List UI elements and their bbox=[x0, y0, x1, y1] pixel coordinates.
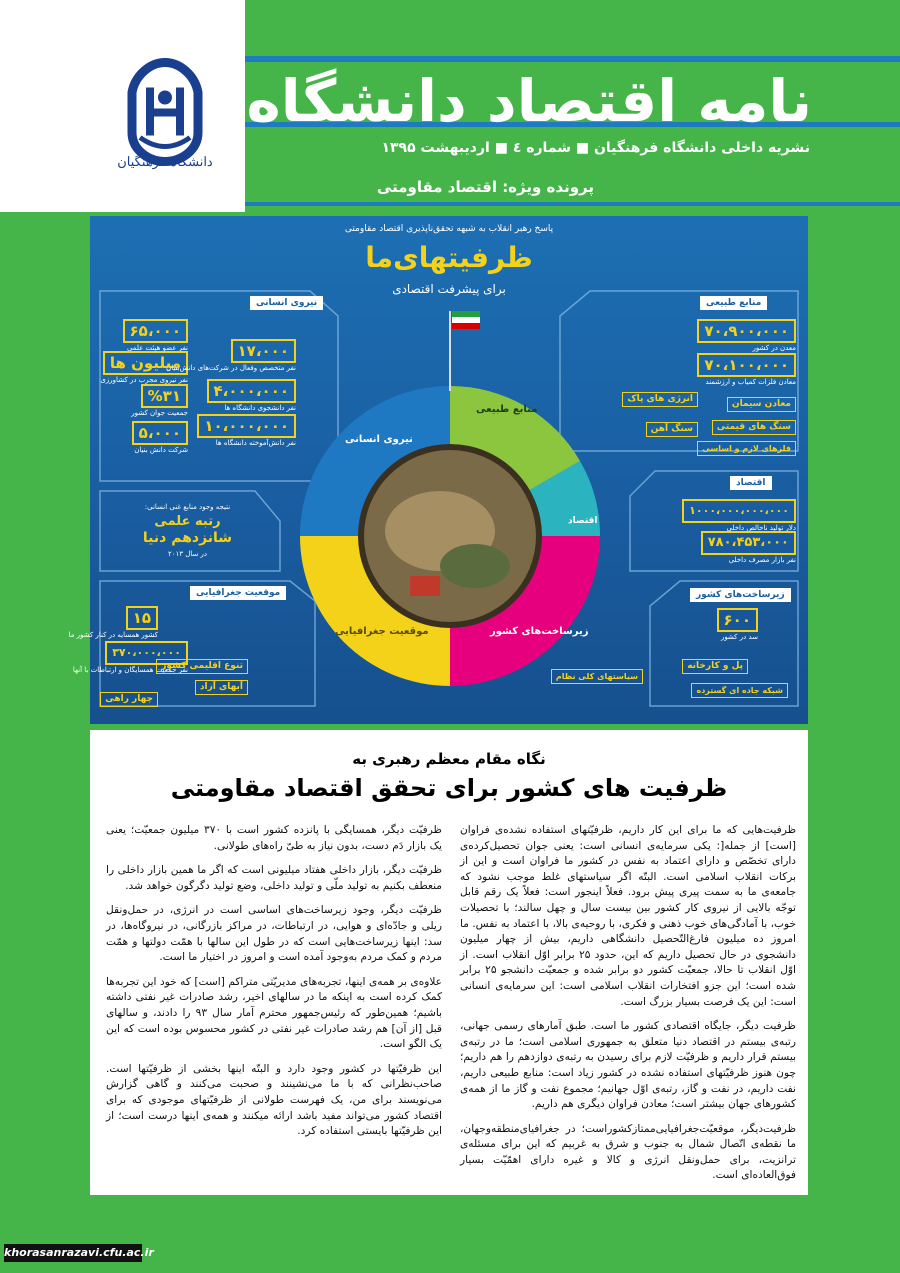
infographic-kicker: پاسخ رهبر انقلاب به شبهه تحقق‌ناپذیری اقتصاد مقاومتی bbox=[344, 224, 554, 234]
stat-human2-2 bbox=[197, 414, 296, 447]
science-kicker: نتیجه وجود منابع غنی انسانی: bbox=[144, 503, 231, 511]
stat-value: ۷۰،۱۰۰،۰۰۰ bbox=[697, 353, 796, 377]
tag-natural-2 bbox=[697, 436, 796, 456]
paragraph: ظرفیت‌دیگر، موقعیّت‌جغرافیایی‌ممتاز‌کشوراست؛ در جغرافیای‌منطقه‌و‌جهان، ما نقطه‌ی اتّصال شمال به جنوب و شرق به غربیم که این برای مسئله‌ی ترانزیت، برای حمل‌ونقل انرژی و کالا و غیره دارای اهمّیّت بسیار فوق‌العاده‌ای است. bbox=[460, 1122, 796, 1182]
stat-caption: سد در کشور bbox=[720, 633, 758, 641]
stat-value: ۶۵،۰۰۰ bbox=[123, 319, 188, 343]
panel-head-human: نیروی انسانی bbox=[250, 296, 323, 310]
stat-natural-1 bbox=[697, 353, 796, 386]
ring-label-infra: زیرساخت‌های کشور bbox=[490, 626, 589, 637]
stat-caption: معادن فلزات کمیاب و ارزشمند bbox=[705, 378, 796, 386]
tag-natural-4 bbox=[646, 416, 698, 437]
paragraph: ظرفیت‌هایی که ما برای این کار داریم، ظرفیّتهای استفاده نشده‌ی فراوان [است] از جمله‌[: یکی سرمایه‌ی انسانی است: یعنی جوان تحصیل‌کرده‌ی دارای تخصّص و دارای اعتماد به نفس در کشور ما فراوان است و این از برکات انقلاب اسلامی است. البتّه اگر سیاستهای غلط موجب نشود که جامعه‌ی ما به سمت پیری پیش برود. فعلاً اینجور است: فعلاً یک رقم قابل توجّه بالایی از نیروی کار کشور بین بیست سال و چهل سالند؛ با تحصیلات خوب، با آمادگی‌های خوب ذهنی و فکری، با روحیه‌ی بالا، با اعتماد به نفس. ما امروز ده میلیون فارغ‌التّحصیل دانشگاهی داریم، بیش از چهار میلیون دانشجوی در حال تحصیل داریم که این، حدود ۲۵ برابر اوّل انقلاب است. از اوّل انقلاب تا حالا، جمعیّت کشور دو برابر شده و جمعیّت دانشجو ۲۵ برابر شده است؛ این جزو افتخارات انقلاب اسلامی است: این سرمایه‌ی انسانی است: این یک فرصت بسیار بزرگ است. bbox=[460, 824, 796, 1008]
panel-head-geo: موقعیت جغرافیایی bbox=[190, 586, 286, 600]
paragraph: ظرفیت دیگر، جایگاه اقتصادی کشور ما است. طبق آمارهای رسمی جهانی، رتبه‌ی بیستم در اقتصاد دنیا متعلق به جمهوری اسلامی است؛ ما در رتبه‌ی بیستم قرار داریم و ظرفیّت لازم برای رسیدن به رتبه‌ی دوازدهم را هم داریم؛ چون هنوز ظرفیّتهای استفاده نشده در کشور زیاد است: منابع طبیعی داریم، نفت داریم، در نفت و گاز، رتبه‌ی اوّل جهانیم؛ مجموع نفت و گاز ما از همه‌ی کشورهای جهان بیشتر است؛ معادن فراوان دیگری هم داریم. bbox=[460, 1020, 796, 1111]
panel-head-economy: اقتصاد bbox=[730, 476, 772, 490]
article-column-left bbox=[106, 823, 442, 1149]
stat-caption: نفر نیروی مجرب در کشاورزی bbox=[100, 376, 188, 384]
tag-geo-1 bbox=[195, 674, 248, 695]
tag-value: آبهای آزاد bbox=[195, 680, 248, 695]
science-rank-value: شانزدهم دنیا bbox=[142, 530, 233, 546]
stat-value: %۳۱ bbox=[141, 384, 188, 408]
tag-value: پل و کارخانه bbox=[682, 659, 748, 674]
paragraph: ظرفیّت دیگر، بازار داخلی هفتاد میلیونی است که اگر ما همین بازار داخلی را منعطف بکنیم به تولید ملّی و تولید داخلی، وضع تولید دگرگون خواهد شد. bbox=[106, 864, 442, 892]
article-kicker: نگاه مقام معظم رهبری به bbox=[352, 750, 546, 768]
header-stripe-top bbox=[245, 56, 900, 62]
stat-caption: نفر عضو هیئت علمی bbox=[126, 344, 188, 352]
stat-geo-0 bbox=[69, 606, 158, 639]
stat-value: ۱۵ bbox=[126, 606, 158, 630]
tag-value: سنگ های قیمتی bbox=[712, 420, 796, 435]
tag-natural-1 bbox=[712, 414, 796, 435]
issue-line: نشریه داخلی دانشگاه فرهنگیان ■ شماره ٤ ■ اردیبهشت ۱۳۹۵ bbox=[381, 140, 810, 156]
article-column-right bbox=[460, 823, 796, 1193]
stat-human-3 bbox=[132, 421, 188, 454]
stat-caption: جمعیت جوان کشور bbox=[131, 409, 188, 417]
stat-value: ۴،۰۰۰،۰۰۰ bbox=[207, 379, 296, 403]
science-year: در سال ۲۰۱۳ bbox=[167, 550, 208, 558]
panel-head-infra: زیرساخت‌های کشور bbox=[690, 588, 791, 602]
tag-infra-0 bbox=[682, 653, 748, 674]
stat-caption: نفر دانشجوی دانشگاه ها bbox=[224, 404, 296, 412]
special-feature-line: پرونده ویژه: اقتصاد مقاومتی bbox=[376, 178, 594, 196]
tag-infra-1 bbox=[691, 678, 788, 698]
tag-value: فلزهای لازم و اساسی bbox=[697, 441, 796, 456]
stat-value: ۷۰،۹۰۰،۰۰۰ bbox=[697, 319, 796, 343]
stat-caption: نفر متخصص وفعال در شرکت‌های دانش‌بنیان bbox=[166, 364, 296, 372]
tag-natural-3 bbox=[622, 386, 698, 407]
stat-natural-0 bbox=[697, 319, 796, 352]
stat-economy-0 bbox=[682, 499, 796, 532]
tag-geo-0 bbox=[156, 653, 248, 674]
stat-value: ۵،۰۰۰ bbox=[132, 421, 188, 445]
tag-geo-2 bbox=[100, 686, 158, 707]
tag-value: انرژی های پاک bbox=[622, 392, 698, 407]
stat-caption: دلار تولید ناخالص داخلی bbox=[726, 524, 796, 532]
stat-value: ۶۰۰ bbox=[717, 608, 758, 632]
science-rank-label: رتبه علمی bbox=[154, 514, 221, 529]
tag-value: معادن سیمان bbox=[727, 397, 796, 412]
ring-label-economy: اقتصاد bbox=[568, 516, 598, 526]
stat-human2-0 bbox=[166, 339, 296, 372]
article bbox=[90, 730, 808, 1195]
stat-value: ۱۰،۰۰۰،۰۰۰ bbox=[197, 414, 296, 438]
infographic-title: ظرفیتهای‌ما bbox=[365, 241, 533, 274]
paragraph: ظرفیّت دیگر، همسایگی با پانزده کشور است با ۳۷۰ میلیون جمعیّت؛ یعنی یک بازار دَم دست، بدون نیاز به طیّ راه‌های طولانی. bbox=[106, 824, 442, 852]
paragraph: علاوه‌ی بر همه‌ی اینها، تجربه‌های مدیریّتی متراکم [است] که خود این تجربه‌ها کمک کرده است به اینکه ما در سالهای اخیر، رشد صادرات غیر نفتی داشته باشیم؛ همین‌طور که رئیس‌جمهور محترم آمار سال ۹۳ را دادند، و سالهای قبل [از آن] هم رشد صادرات غیر نفتی در کشور محسوس بوده است که این یک الگو است. bbox=[106, 975, 443, 1051]
capacities-infographic bbox=[68, 216, 808, 724]
stat-value: ۷۸۰،۴۵۳،۰۰۰ bbox=[701, 531, 796, 555]
tag-infra-policy bbox=[551, 664, 643, 684]
ring-label-geo: موقعیت جغرافیایی bbox=[335, 626, 429, 637]
masthead-title: نامه اقتصاد دانشگاه bbox=[246, 67, 812, 135]
ring-label-natural: منابع طبیعی bbox=[476, 404, 538, 415]
paragraph: ظرفیّت دیگر، وجود زیرساخت‌های اساسی است در انرژی، در حمل‌ونقل ریلی و جادّه‌ای و هوایی، در ارتباطات، در مراکز بازرگانی، در نیروگاه‌ها، در سد: اینها زیرساخت‌هایی است که در طول این سالها با همّت دولتها و همّت مردم و کمک مردم به‌وجود آمده است و امروز در اختیار ما است. bbox=[106, 904, 442, 964]
paragraph: این ظرفیّتها در کشور وجود دارد و البتّه اینها بخشی از ظرفیّتها است. صاحب‌نظرانی که با ما می‌نشینند و صحبت می‌کنند و گاهی گزارش می‌نویسند برای من، یک فهرست طولانی از ظرفیّتهای موجودی که برای اقتصاد کشور می‌تواند مفید باشد ارائه میکنند و همه‌ی اینها درست است؛ از این ظرفیّتها بایستی استفاده کرد. bbox=[106, 1062, 442, 1138]
stat-caption: شرکت دانش بنیان bbox=[134, 446, 188, 454]
tag-value: سنگ آهن bbox=[646, 422, 698, 437]
stat-economy-1 bbox=[701, 531, 796, 564]
tag-value: تنوع اقلیمی کشور bbox=[156, 659, 248, 674]
ring-label-human: نیروی انسانی bbox=[345, 434, 413, 445]
footer-website-link[interactable]: khorasanrazavi.cfu.ac.ir bbox=[4, 1244, 142, 1262]
stat-caption: کشور همسایه در کنار کشور ما bbox=[68, 631, 158, 639]
tag-value: سیاستهای کلی نظام bbox=[551, 669, 643, 684]
tag-value: چهار راهی bbox=[100, 692, 158, 707]
stat-caption: نفر دانش‌آموخته دانشگاه ها bbox=[215, 439, 296, 447]
stat-human2-1 bbox=[207, 379, 296, 412]
panel-head-natural: منابع طبیعی bbox=[700, 296, 767, 310]
infographic-subtitle: برای پیشرفت اقتصادی bbox=[392, 282, 506, 296]
stat-infra-0 bbox=[717, 608, 758, 641]
stat-value: ۳۷۰،۰۰۰،۰۰۰ bbox=[105, 641, 188, 665]
tag-value: شبکه جاده ای گسترده bbox=[691, 683, 788, 698]
header-stripe-bottom bbox=[245, 202, 900, 206]
tag-natural-0 bbox=[727, 391, 796, 412]
logo-caption: دانشگاه فرهنگیان bbox=[117, 155, 213, 170]
stat-value: ۱۷،۰۰۰ bbox=[231, 339, 296, 363]
stat-caption: نفر جمعیت همسایگان و ارتباطات با آنها bbox=[72, 666, 188, 674]
stat-value: میلیون ها bbox=[103, 351, 188, 375]
stat-caption: نفر بازار مصرف داخلی bbox=[728, 556, 796, 564]
stat-value: ۱۰۰۰،۰۰۰،۰۰۰،۰۰۰ bbox=[682, 499, 796, 523]
article-title: ظرفیت های کشور برای تحقق اقتصاد مقاومتی bbox=[170, 774, 728, 802]
stat-human-2 bbox=[131, 384, 188, 417]
stat-caption: معدن در کشور bbox=[752, 344, 796, 352]
